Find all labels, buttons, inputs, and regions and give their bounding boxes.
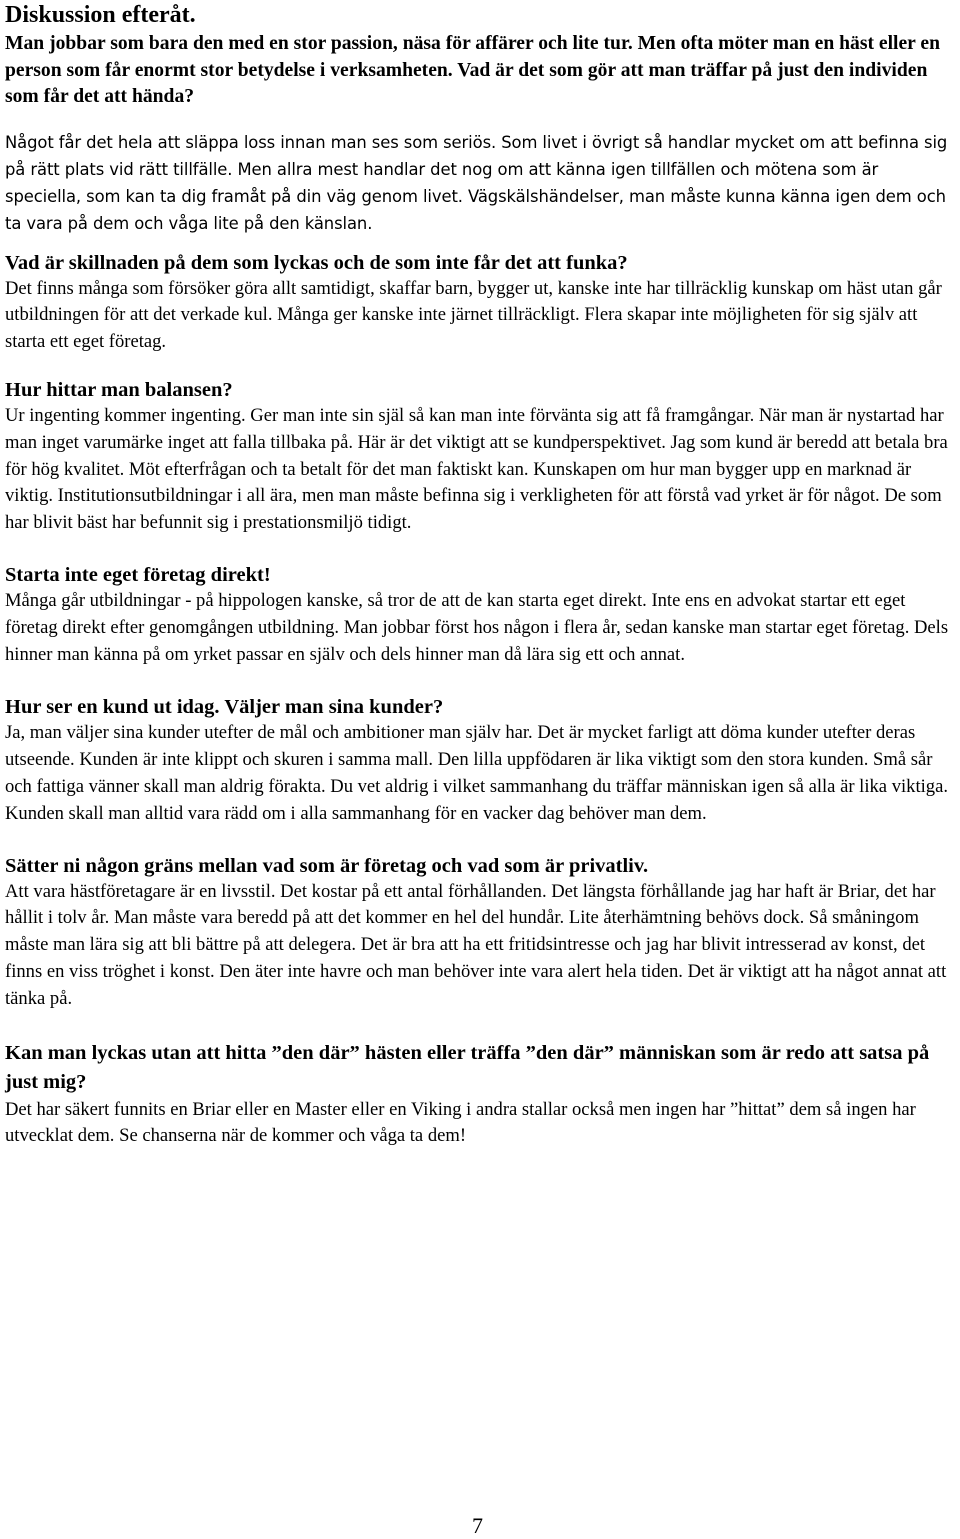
section-start-business — [5, 562, 957, 668]
section-body: Att vara hästföretagare är en livsstil. Det kostar på ett antal förhållanden. Det längsta förhållande jag har haft är Briar, det har hållit i tolv år. Man måste vara beredd på att det kommer en hel del hundår. Lite återhämtning behövs dock. Så småningom måste man lära sig att bli bättre på att delegera. Det är bra att ha ett fritidsintresse och jag har blivit intresserad av konst, det finns en viss tröghet i konst. Den äter inte havre och man behöver inte vara alert hela tiden. Det är viktigt att ha något annat att tänka på. — [5, 880, 947, 1009]
section-heading: Vad är skillnaden på dem som lyckas och de som inte får det att funka? — [5, 251, 628, 274]
section-body: Många går utbildningar - på hippologen kanske, så tror de att de kan starta eget direkt. Inte ens en advokat startar ett eget företag direkt efter genomgången utbildning. Man jobbar först hos någon i flera år, sedan kanske man startar eget företag. Dels hinner man känna på om yrket passar en själv och dels hinner man då lära sig ett och annat. — [5, 590, 949, 665]
section-body: Ja, man väljer sina kunder utefter de mål och ambitioner man själv har. Det är mycket farligt att döma kunder utefter deras utseende. Kunden är inte klippt och skuren i samma mall. Den lilla uppfödaren är lika viktigt som den stora kunden. Små sår och fattiga vänner skall man aldrig förakta. Du vet aldrig i vilket sammanhang du träffar människan igen så alla är lika viktiga. Kunden skall man alltid vara rädd om i alla sammanhang för en vacker dag behöver man dem. — [5, 722, 948, 824]
section-heading: Kan man lyckas utan att hitta ”den där” hästen eller träffa ”den där” människan som är redo att satsa på just mig? — [5, 1041, 930, 1093]
document-page — [5, 0, 957, 1150]
intro-paragraph: Man jobbar som bara den med en stor passion, näsa för affärer och lite tur. Men ofta möter man en häst eller en person som får enormt stor betydelse i verksamheten. Vad är det som gör att man träffar på just den individen som får det att hända? — [5, 33, 941, 107]
page-number: 7 — [472, 1513, 483, 1538]
body-paragraph-sans: Något får det hela att släppa loss innan man ses som seriös. Som livet i övrigt så handlar mycket om att befinna sig på rätt plats vid rätt tillfälle. Men allra mest handlar det nog om att känna igen tillfällen och mötena som är speciella, som kan ta dig framåt på din väg genom livet. Vägskälshändelser, man måste kunna känna igen dem och ta vara på dem och våga lite på den känslan. — [5, 132, 948, 234]
section-balance — [5, 377, 957, 537]
section-heading: Hur ser en kund ut idag. Väljer man sina kunder? — [5, 696, 444, 719]
section-customers — [5, 694, 957, 827]
section-body: Det finns många som försöker göra allt samtidigt, skaffar barn, bygger ut, kanske inte har tillräcklig kunskap om häst utan går utbildningen för att det verkade kul. Många ger kanske inte järnet tillräckligt. Flera skapar inte möjligheten för sig själv att starta ett eget företag. — [5, 277, 942, 353]
section-body: Det har säkert funnits en Briar eller en Master eller en Viking i andra stallar också men ingen har ”hittat” dem så ingen har utvecklat dem. Se chanserna när de kommer och våga ta dem! — [5, 1098, 916, 1147]
section-success-difference — [5, 250, 957, 356]
section-work-life — [5, 853, 957, 1013]
section-heading: Hur hittar man balansen? — [5, 379, 233, 402]
section-the-horse — [5, 1039, 957, 1151]
document-title: Diskussion efteråt. — [5, 2, 196, 28]
section-heading: Sätter ni någon gräns mellan vad som är företag och vad som är privatliv. — [5, 854, 649, 877]
section-body: Ur ingenting kommer ingenting. Ger man inte sin själ så kan man inte förvänta sig att få framgångar. När man är nystartad har man inget varumärke inget att falla tillbaka på. Här är det viktigt att se kundperspektivet. Jag som kund är beredd att betala bra för hög kvalitet. Möt efterfrågan och ta betalt för det man faktiskt kan. Kunskapen om hur man bygger upp en marknad är viktig. Institutionsutbildningar i all ära, men man måste befinna sig i verkligheten för att förstå vad yrket är för något. De som har blivit bäst har befunnit sig i prestationsmiljö tidigt. — [5, 405, 948, 534]
section-heading: Starta inte eget företag direkt! — [5, 564, 271, 587]
